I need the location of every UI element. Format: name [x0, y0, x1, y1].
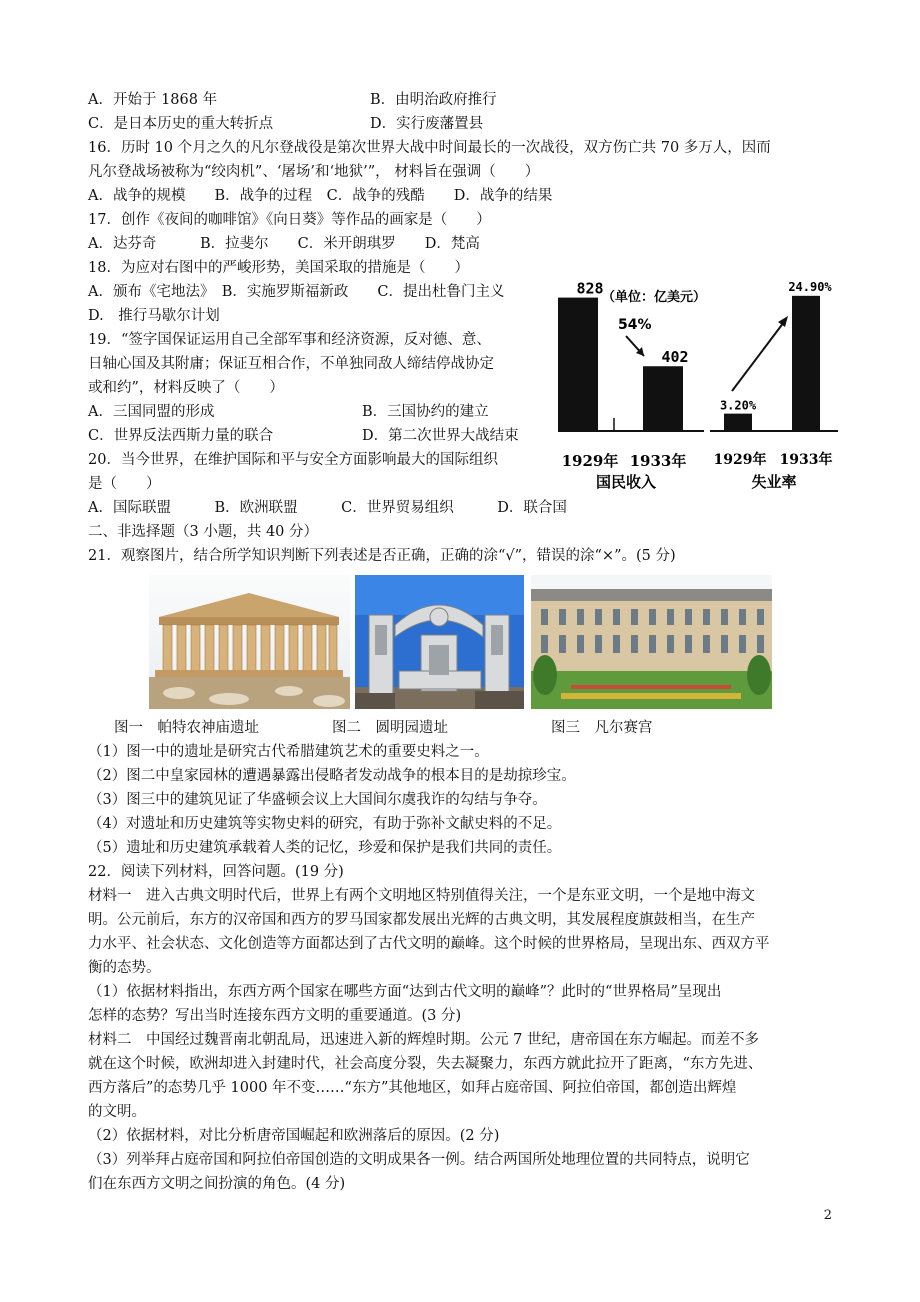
chart2-title: 失业率 [751, 473, 797, 491]
economy-charts [556, 280, 846, 495]
q22-material1-line1: 材料一 进入古典文明时代后，世界上有两个文明地区特别值得关注，一个是东亚文明，一个是地中海文 [88, 888, 755, 904]
yuanmingyuan-photo [355, 575, 524, 709]
q22-stem: 22．阅读下列材料，回答问题。(19 分) [88, 864, 344, 880]
chart1-unit-label: （单位：亿美元） [602, 290, 707, 305]
q15-option-b: B．由明治政府推行 [370, 92, 497, 108]
q21-item-2: （2）图二中皇家园林的遭遇暴露出侵略者发动战争的根本目的是劫掠珍宝。 [88, 768, 576, 784]
q15-option-a: A．开始于 1868 年 [88, 92, 218, 108]
q22-material1-line3: 力水平、社会状态、文化创造等方面都达到了古代文明的巅峰。这个时候的世界格局，呈现出东、西双方平 [88, 936, 770, 952]
q22-sub1-line2: 怎样的态势？写出当时连接东西方文明的重要通道。(3 分) [88, 1008, 462, 1024]
q20-options: A．国际联盟 B．欧洲联盟 C．世界贸易组织 D．联合国 [88, 500, 567, 516]
q18-stem: 18．为应对右图中的严峻形势，美国采取的措施是（ ） [88, 260, 469, 276]
chart1-value-label-1933: 402 [661, 348, 689, 367]
chart1-annotation-54: 54% [618, 317, 652, 333]
q20-stem-line1: 20．当今世界，在维护国际和平与安全方面影响最大的国际组织 [88, 452, 498, 468]
q15-option-d: D．实行废藩置县 [370, 116, 484, 132]
chart1-title: 国民收入 [595, 473, 657, 491]
chart2-value-label-1933: 24.90% [788, 280, 832, 294]
chart-national-income [558, 280, 706, 491]
q21-item-5: （5）遗址和历史建筑承载着人类的记忆，珍爱和保护是我们共同的责任。 [88, 840, 562, 856]
q19-option-d: D．第二次世界大战结束 [362, 428, 519, 444]
q15-option-c: C．是日本历史的重大转折点 [88, 116, 274, 132]
chart2-arrow-line [732, 322, 784, 391]
chart2-bar-1929 [724, 414, 752, 431]
q22-sub1-line1: （1）依据材料指出，东西方两个国家在哪些方面“达到古代文明的巅峰”？此时的“世界格局”呈现出 [88, 984, 722, 1000]
q18-options-line2: D. 推行马歇尔计划 [88, 308, 220, 324]
q18-options-line1: A．颁布《宅地法》 B．实施罗斯福新政 C．提出杜鲁门主义 [88, 284, 505, 300]
q22-material1-line2: 明。公元前后，东方的汉帝国和西方的罗马国家都发展出光辉的古典文明，其发展程度旗鼓相当，在生产 [88, 912, 755, 928]
q22-material2-line3: 西方落后”的态势几乎 1000 年不变……“东方”其他地区，如拜占庭帝国、阿拉伯帝国，都创造出辉煌 [88, 1080, 737, 1096]
q19-option-a: A．三国同盟的形成 [88, 404, 215, 420]
q16-stem-line2: 凡尔登战场被称为“绞肉机”、‘屠场’和‘地狱’”， 材料旨在强调（ ） [88, 164, 540, 180]
q21-item-4: （4）对遗址和历史建筑等实物史料的研究，有助于弥补文献史料的不足。 [88, 816, 562, 832]
chart-unemployment-rate [710, 280, 838, 491]
q16-stem-line1: 16．历时 10 个月之久的凡尔登战役是第次世界大战中时间最长的一次战役，双方伤亡共 70 多万人，因而 [88, 140, 771, 156]
q22-material2-line1: 材料二 中国经过魏晋南北朝乱局，迅速进入新的辉煌时期。公元 7 世纪，唐帝国在东方崛起。而差不多 [88, 1032, 759, 1048]
chart1-value-label-1929: 828 [576, 280, 604, 298]
q19-option-b: B．三国协约的建立 [362, 404, 489, 420]
chart2-category-1933: 1933年 [779, 452, 833, 468]
q21-stem: 21．观察图片，结合所学知识判断下列表述是否正确，正确的涂“√”，错误的涂“×”。(5 分) [88, 548, 676, 564]
chart2-arrow-head [778, 316, 788, 327]
chart1-bar-1933 [643, 366, 683, 431]
q22-sub3-line1: （3）列举拜占庭帝国和阿拉伯帝国创造的文明成果各一例。结合两国所处地理位置的共同特点，说明它 [88, 1152, 750, 1168]
parthenon-photo [149, 575, 350, 709]
chart1-bar-1929 [558, 298, 598, 431]
versailles-photo [531, 575, 772, 709]
q19-stem-line2: 日轴心国及其附庸；保证互相合作，不单独同敌人缔结停战协定 [88, 356, 494, 372]
q22-sub3-line2: 们在东西方文明之间扮演的角色。(4 分) [88, 1176, 346, 1192]
q22-material2-line4: 的文明。 [88, 1104, 146, 1120]
q22-sub2: （2）依据材料，对比分析唐帝国崛起和欧洲落后的原因。(2 分) [88, 1128, 500, 1144]
chart2-bar-1933 [792, 296, 820, 431]
caption-figure-2: 图二 圆明园遗址 [332, 720, 448, 736]
q19-stem-line3: 或和约”，材料反映了（ ） [88, 380, 284, 396]
q20-stem-line2: 是（ ） [88, 476, 161, 492]
q19-option-c: C．世界反法西斯力量的联合 [88, 428, 274, 444]
q22-material1-line4: 衡的态势。 [88, 960, 161, 976]
q21-item-3: （3）图三中的建筑见证了华盛顿会议上大国间尔虞我诈的勾结与争夺。 [88, 792, 547, 808]
q16-options: A．战争的规模 B．战争的过程 C．战争的残酷 D．战争的结果 [88, 188, 553, 204]
caption-figure-1: 图一 帕特农神庙遗址 [114, 720, 259, 736]
q21-item-1: （1）图一中的遗址是研究古代希腊建筑艺术的重要史料之一。 [88, 744, 489, 760]
chart1-category-1929: 1929年 [561, 452, 619, 470]
q22-material2-line2: 就在这个时候，欧洲却进入封建时代，社会高度分裂，失去凝聚力，东西方就此拉开了距离，“东方先进、 [88, 1056, 763, 1072]
q17-options: A．达芬奇 B．拉斐尔 C．米开朗琪罗 D．梵高 [88, 236, 480, 252]
q17-stem: 17．创作《夜间的咖啡馆》《向日葵》等作品的画家是（ ） [88, 212, 491, 228]
chart2-category-1929: 1929年 [713, 452, 767, 468]
chart1-category-1933: 1933年 [629, 452, 687, 470]
chart2-value-label-1929: 3.20% [719, 398, 757, 413]
page-number: 2 [823, 1208, 832, 1223]
q19-stem-line1: 19．“签字国保证运用自己全部军事和经济资源，反对德、意、 [88, 332, 491, 348]
section2-heading: 二、非选择题（3 小题，共 40 分） [88, 524, 319, 540]
caption-figure-3: 图三 凡尔赛宫 [551, 720, 653, 736]
